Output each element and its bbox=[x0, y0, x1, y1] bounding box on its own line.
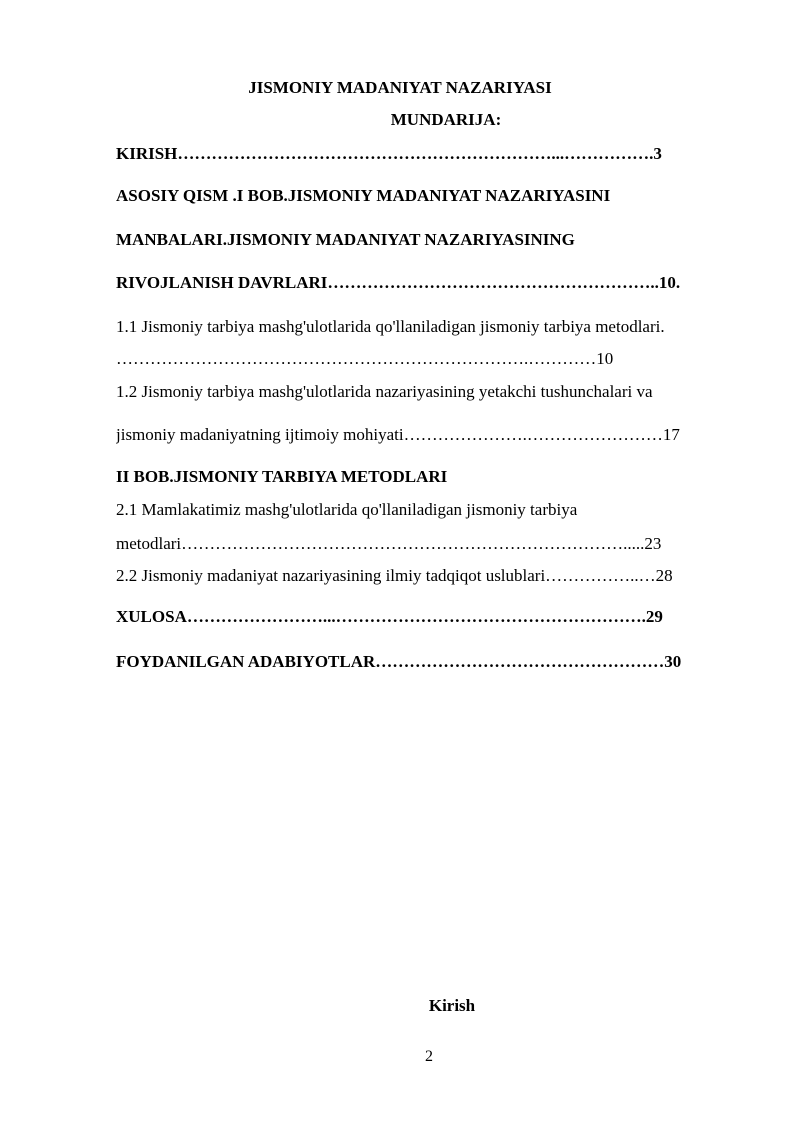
toc-entry-chapter2: II BOB.JISMONIY TARBIYA METODLARI bbox=[116, 467, 448, 486]
toc-entry-2-2: 2.2 Jismoniy madaniyat nazariyasining ilmiy tadqiqot uslublari……………..…28 bbox=[116, 566, 673, 585]
next-section-heading: Kirish bbox=[428, 996, 476, 1015]
toc-entry-kirish: KIRISH…………………………………………………………...…………….3 bbox=[116, 144, 662, 163]
toc-entry-1-1-line1: 1.1 Jismoniy tarbiya mashg'ulotlarida qo'llaniladigan jismoniy tarbiya metodlari. bbox=[116, 317, 665, 336]
toc-entry-xulosa: XULOSA……………………...……………………………………………….29 bbox=[116, 607, 663, 626]
toc-entry-1-2-line1: 1.2 Jismoniy tarbiya mashg'ulotlarida nazariyasining yetakchi tushunchalari va bbox=[116, 382, 653, 401]
toc-entry-2-1-line1: 2.1 Mamlakatimiz mashg'ulotlarida qo'llaniladigan jismoniy tarbiya bbox=[116, 500, 578, 519]
toc-entry-chapter1-line3: RIVOJLANISH DAVRLARI…………………………………………………..10. bbox=[116, 273, 681, 292]
document-title: JISMONIY MADANIYAT NAZARIYASI bbox=[248, 78, 552, 97]
toc-entry-chapter1-line1: ASOSIY QISM .I BOB.JISMONIY MADANIYAT NAZARIYASINI bbox=[116, 186, 611, 205]
document-subtitle: MUNDARIJA: bbox=[390, 110, 502, 129]
page-number: 2 bbox=[425, 1048, 433, 1065]
toc-entry-1-2-line2: jismoniy madaniyatning ijtimoiy mohiyati………………….……………………17 bbox=[116, 425, 680, 444]
toc-entry-2-1-line2: metodlari…………………………………………………………………….....23 bbox=[116, 534, 662, 553]
toc-entry-1-1-line2: ……………………………………………………………….…………10 bbox=[116, 349, 614, 368]
toc-entry-chapter1-line2: MANBALARI.JISMONIY MADANIYAT NAZARIYASINING bbox=[116, 230, 575, 249]
toc-entry-adabiyotlar: FOYDANILGAN ADABIYOTLAR……………………………………………30 bbox=[116, 652, 682, 671]
